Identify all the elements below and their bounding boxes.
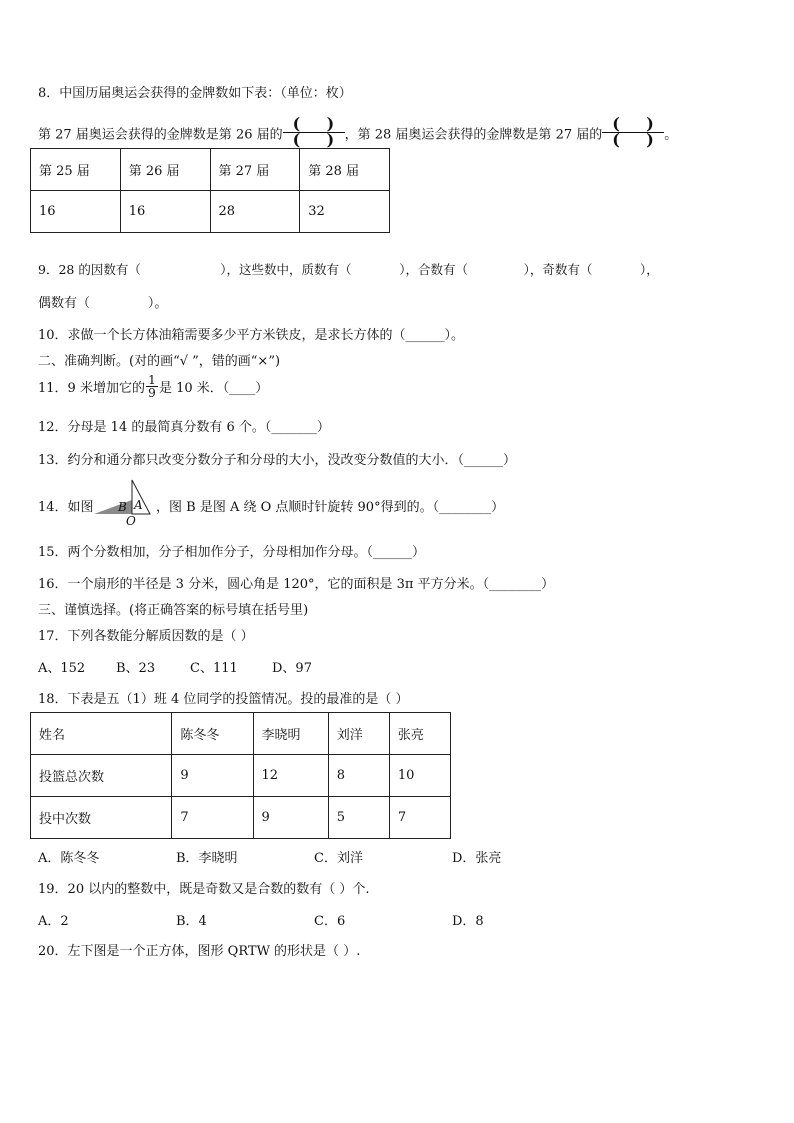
q19-option-c: C．6 [314,914,346,929]
q18-basketball-table [30,712,451,839]
q9-line1: 9．28 的因数有（ ），这些数中，质数有（ ），合数有（ ），奇数有（ ）， [38,262,659,277]
q18-stem: 18．下表是五（1）班 4 位同学的投篮情况。投的最准的是（ ） [38,692,409,707]
q19-option-b: B．4 [176,914,207,929]
section-heading-2: 二、准确判断。(对的画“√ ”，错的画“×”) [38,354,281,369]
q11-part2: 是 10 米．（____） [158,381,269,396]
table-cell: 16 [120,191,210,233]
table-header-cell: 第 26 届 [120,149,210,191]
q13: 13．约分和通分都只改变分数分子和分母的大小，没改变分数值的大小．（______） [38,453,517,468]
q19-stem: 19．20 以内的整数中，既是奇数又是合数的数有（ ）个. [38,882,370,897]
q17-option-a: A、152 [38,661,86,676]
q14-part1: 14．如图 [38,500,94,515]
table-cell: 9 [172,755,253,797]
rotation-figure [94,478,154,526]
paren-close: ) [326,130,335,149]
q8-line2 [38,114,678,149]
q11-fraction [146,374,158,399]
q9-line2: 偶数有（ ）。 [38,296,168,311]
table-cell: 10 [389,755,450,797]
paren-close: ) [326,114,335,133]
label-o: O [126,514,136,528]
q17-option-b: B、23 [116,661,156,676]
q17-stem: 17．下列各数能分解质因数的是（ ） [38,629,254,644]
q19-option-d: D．8 [452,914,484,929]
label-a: A [134,498,143,512]
table-header-cell: 张亮 [389,713,450,755]
table-cell: 9 [253,797,328,839]
paren-open: ( [612,130,620,149]
q8-fraction-blank-1 [283,114,345,149]
table-cell: 7 [172,797,253,839]
q18-option-d: D．张亮 [452,851,502,866]
fraction-denominator: 9 [148,386,156,400]
paren-open: ( [612,114,620,133]
table-cell: 32 [300,191,390,233]
paren-open: ( [292,130,301,149]
fraction-numerator: 1 [148,373,156,387]
table-cell: 5 [328,797,389,839]
q17-option-c: C、111 [190,661,238,676]
q15: 15．两个分数相加，分子相加作分子，分母相加作分母。（______） [38,545,426,560]
q17-option-d: D、97 [272,661,312,676]
table-cell: 投中次数 [31,797,172,839]
q12: 12．分母是 14 的最简真分数有 6 个。（_______） [38,420,330,435]
paren-close: ) [646,130,654,149]
table-cell: 12 [253,755,328,797]
table-cell: 16 [31,191,121,233]
q11 [38,374,268,406]
q8-medal-table [30,148,390,233]
table-cell: 28 [210,191,300,233]
q14-part2: ，图 B 是图 A 绕 O 点顺时针旋转 90°得到的。（________） [156,500,505,515]
section-heading-3: 三、谨慎选择。(将正确答案的标号填在括号里) [38,603,309,618]
paren-open: ( [292,114,301,133]
table-header-cell: 第 27 届 [210,149,300,191]
table-cell: 7 [389,797,450,839]
paren-close: ) [646,114,654,133]
table-header-cell: 李晓明 [253,713,328,755]
q8-stem: 8．中国历届奥运会获得的金牌数如下表：（单位：枚） [38,86,352,101]
q10: 10．求做一个长方体油箱需要多少平方米铁皮，是求长方体的（______）。 [38,328,465,343]
q18-option-c: C．刘洋 [314,851,363,866]
q8-line2-part3: 。 [664,127,678,143]
table-header-cell: 第 28 届 [300,149,390,191]
q11-part1: 11．9 米增加它的 [38,381,145,396]
q16: 16．一个扇形的半径是 3 分米，圆心角是 120°，它的面积是 3π 平方分米。（________） [38,577,555,592]
q19-option-a: A．2 [38,914,69,929]
table-header-cell: 第 25 届 [31,149,121,191]
table-header-cell: 陈冬冬 [172,713,253,755]
label-b: B [118,500,127,514]
table-cell: 投篮总次数 [31,755,172,797]
table-cell: 8 [328,755,389,797]
q8-line2-part2: ，第 28 届奥运会获得的金牌数是第 27 届的 [344,127,603,143]
q8-fraction-blank-2 [602,114,664,149]
table-header-cell: 姓名 [31,713,172,755]
q18-option-a: A．陈冬冬 [38,851,100,866]
table-header-cell: 刘洋 [328,713,389,755]
q18-option-b: B．李晓明 [176,851,238,866]
q8-line2-part1: 第 27 届奥运会获得的金牌数是第 26 届的 [38,127,283,143]
q20: 20．左下图是一个正方体，图形 QRTW 的形状是（ ）. [38,944,361,959]
